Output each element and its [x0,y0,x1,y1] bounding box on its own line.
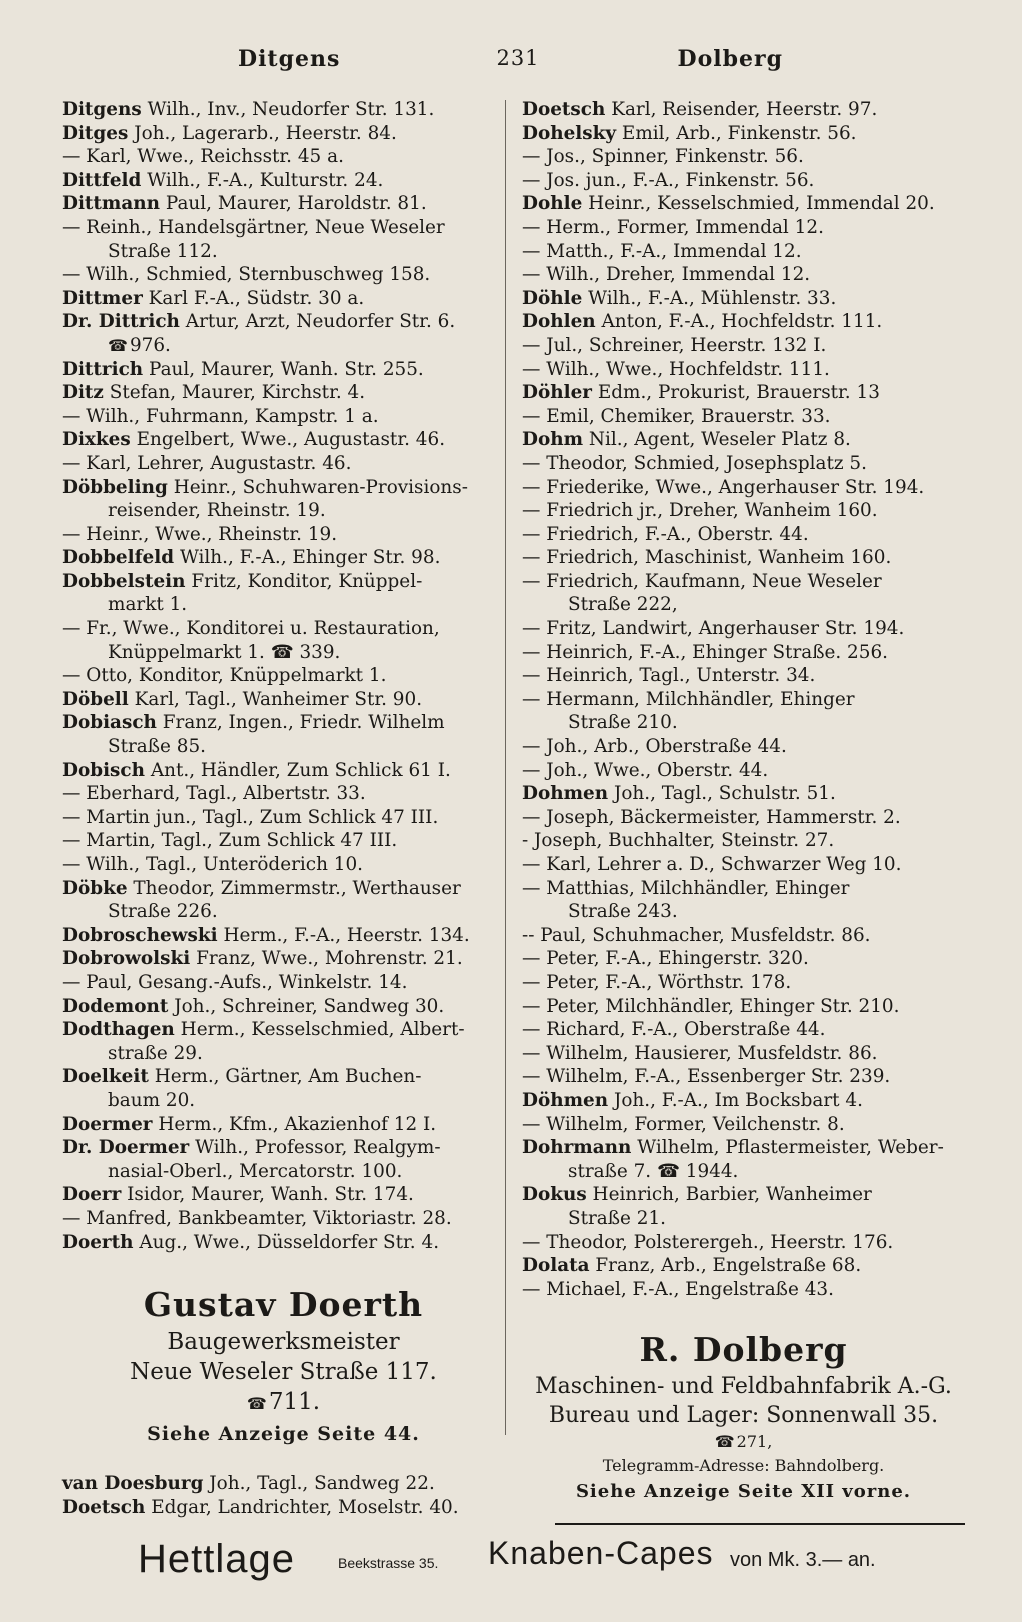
directory-entry [522,1160,965,1184]
directory-entry [62,263,507,287]
advertisement-doerth [62,1283,505,1449]
directory-entry [62,476,507,500]
entry-surname: Döhle [522,287,583,309]
ad-address: Neue Weseler Straße 117. [130,1359,437,1385]
directory-entry [522,287,965,311]
entry-details: markt 1. [108,594,188,616]
entry-details: — Theodor, Polsterergeh., Heerstr. 176. [522,1231,894,1253]
entry-details: — Peter, Milchhändler, Ehinger Str. 210. [522,995,900,1017]
directory-entry [522,877,965,901]
entry-details: Joh., Lagerarb., Heerstr. 84. [134,122,397,144]
header-first-entry: Ditgens [238,46,341,72]
directory-entry [62,1231,507,1255]
directory-entry [62,593,507,617]
entry-details: Theodor, Zimmermstr., Werthauser [133,877,461,899]
entry-details: Straße 112. [108,240,218,262]
entry-surname: Dobbelstein [62,570,186,592]
directory-entry [62,192,507,216]
entry-details: — Emil, Chemiker, Brauerstr. 33. [522,405,831,427]
directory-entry [522,240,965,264]
directory-entry [522,995,965,1019]
directory-entry [522,1113,965,1137]
entry-details: Heinrich, Barbier, Wanheimer [592,1184,872,1206]
entry-surname: Döbbeling [62,476,168,498]
entry-details: — Wilh., Schmied, Sternbuschweg 158. [62,264,431,286]
entry-details: Straße 243. [568,901,678,923]
directory-entry [522,806,965,830]
entry-details: — Peter, F.-A., Wörthstr. 178. [522,971,792,993]
page-number: 231 [496,46,540,70]
ad-company-name: Gustav Doerth [143,1285,424,1324]
directory-entry [62,122,507,146]
entry-details: — Matthias, Milchhändler, Ehinger [522,877,850,899]
entry-surname: Doermer [62,1113,153,1135]
directory-entry [62,664,507,688]
entry-details: Herm., F.-A., Heerstr. 134. [223,924,470,946]
entry-details: -- Paul, Schuhmacher, Musfeldstr. 86. [522,924,871,946]
entry-details: Karl, Reisender, Heerstr. 97. [611,99,878,120]
entry-details: — Jul., Schreiner, Heerstr. 132 I. [522,334,827,356]
entry-details: Isidor, Maurer, Wanh. Str. 174. [127,1184,414,1206]
entry-details: Engelbert, Wwe., Augustastr. 46. [136,429,446,451]
entry-surname: Doerth [62,1231,134,1253]
entry-details: — Richard, F.-A., Oberstraße 44. [522,1019,826,1041]
directory-entry [522,546,965,570]
entry-details: — Martin, Tagl., Zum Schlick 47 III. [62,830,398,852]
directory-entry [62,240,507,264]
directory-entry [62,711,507,735]
entry-details: — Heinr., Wwe., Rheinstr. 19. [62,523,338,545]
footer-brand: Hettlage [138,1537,295,1581]
entry-details: — Joh., Wwe., Oberstr. 44. [522,759,769,781]
entry-details: Knüppelmarkt 1. ☎ 339. [108,641,341,663]
directory-entry [522,476,965,500]
entry-details: Edm., Prokurist, Brauerstr. 13 [597,382,880,404]
entry-details: — Manfred, Bankbeamter, Viktoriastr. 28. [62,1207,452,1229]
directory-entry [62,169,507,193]
directory-entry [62,1018,507,1042]
entry-details: Aug., Wwe., Düsseldorfer Str. 4. [139,1231,440,1253]
directory-entry [522,1042,965,1066]
directory-entry [62,617,507,641]
directory-entry [62,829,507,853]
entry-surname: Dobisch [62,759,145,781]
left-column-tail [62,1472,507,1519]
directory-entry [522,310,965,334]
directory-entry [62,1496,507,1520]
entry-surname: Döbke [62,877,128,899]
entry-details: — Heinrich, F.-A., Ehinger Straße. 256. [522,641,889,663]
directory-entry [522,1089,965,1113]
entry-details: — Wilhelm, F.-A., Essenberger Str. 239. [522,1066,891,1088]
footer-address: Beekstrasse 35. [338,1555,439,1571]
directory-entry [62,546,507,570]
entry-details: Herm., Kfm., Akazienhof 12 I. [158,1113,437,1135]
directory-entry [522,405,965,429]
entry-surname: Doetsch [62,1496,146,1518]
entry-details: Wilh., Professor, Realgym- [195,1137,441,1159]
directory-entry [62,98,507,122]
directory-entry [522,688,965,712]
divider-rule [555,1523,965,1525]
entry-surname: Döbell [62,688,129,710]
ad-reference: Siehe Anzeige Seite XII vorne. [575,1481,912,1502]
entry-surname: Dittmer [62,287,143,309]
directory-entry [62,782,507,806]
directory-entry [522,617,965,641]
directory-entry [62,570,507,594]
directory-entry [62,688,507,712]
entry-details: — Eberhard, Tagl., Albertstr. 33. [62,783,366,805]
entry-surname: Dobroschewski [62,924,218,946]
entry-details: 976. [129,334,171,356]
entry-details: — Karl, Wwe., Reichsstr. 45 a. [62,146,344,168]
entry-details: — Wilh., Fuhrmann, Kampstr. 1 a. [62,405,379,427]
directory-entry [62,334,507,358]
ad-phone [522,1430,965,1454]
entry-details: Wilh., F.-A., Kulturstr. 24. [147,169,384,191]
directory-entry [62,1042,507,1066]
directory-entry [522,1254,965,1278]
directory-entry [522,711,965,735]
ad-profession: Baugewerksmeister [167,1329,400,1355]
entry-details: — Friedrich jr., Dreher, Wanheim 160. [522,500,878,522]
entry-details: — Karl, Lehrer, Augustastr. 46. [62,452,352,474]
entry-details: nasial-Oberl., Mercatorstr. 100. [108,1160,403,1182]
entry-details: — Heinrich, Tagl., Unterstr. 34. [522,665,816,687]
directory-entry [62,853,507,877]
entry-details: Straße 21. [568,1207,667,1229]
entry-details: baum 20. [108,1089,196,1111]
directory-entry [62,145,507,169]
entry-surname: Döhmen [522,1089,609,1111]
entry-surname: Dohm [522,429,584,451]
entry-details: Herm., Gärtner, Am Buchen- [154,1066,422,1088]
directory-entry [522,782,965,806]
directory-entry [62,405,507,429]
directory-entry [522,452,965,476]
entry-details: — Friedrich, F.-A., Oberstr. 44. [522,523,809,545]
directory-entry [62,1160,507,1184]
directory-entry [522,263,965,287]
directory-entry [522,523,965,547]
entry-surname: Dittmann [62,193,161,215]
directory-entry [522,169,965,193]
entry-surname: Doerr [62,1184,122,1206]
directory-entry [522,381,965,405]
directory-entry [62,452,507,476]
directory-entry [62,310,507,334]
directory-entry [62,1065,507,1089]
entry-surname: Ditgens [62,99,142,120]
telephone-icon: ☎ [108,335,126,355]
entry-surname: Dixkes [62,429,131,451]
entry-details: — Jos., Spinner, Finkenstr. 56. [522,146,804,168]
ad-telegram: Telegramm-Adresse: Bahndolberg. [602,1456,885,1475]
entry-details: Joh., Tagl., Sandweg 22. [209,1473,435,1494]
entry-details: Straße 222, [568,594,678,616]
directory-entry [62,947,507,971]
entry-details: — Friederike, Wwe., Angerhauser Str. 194. [522,476,925,498]
entry-surname: van Doesburg [62,1473,204,1494]
entry-details: Anton, F.-A., Hochfeldstr. 111. [601,311,883,333]
directory-entry [522,924,965,948]
directory-entry [62,381,507,405]
ad-phone-number: 271, [736,1432,773,1451]
left-column [62,98,507,1254]
directory-entry [522,853,965,877]
entry-details: Wilh., F.-A., Mühlenstr. 33. [588,287,837,309]
telephone-icon: ☎ [714,1432,733,1451]
entry-details: — Wilhelm, Former, Veilchenstr. 8. [522,1113,845,1135]
entry-details: Stefan, Maurer, Kirchstr. 4. [109,382,366,404]
entry-details: Fritz, Konditor, Knüppel- [191,570,423,592]
entry-details: — Friedrich, Kaufmann, Neue Weseler [522,570,882,592]
directory-entry [62,1113,507,1137]
directory-entry [522,570,965,594]
directory-entry [62,806,507,830]
directory-entry [62,971,507,995]
entry-details: Paul, Maurer, Haroldstr. 81. [165,193,427,215]
directory-entry [522,735,965,759]
entry-details: — Wilh., Wwe., Hochfeldstr. 111. [522,358,830,380]
directory-entry [62,759,507,783]
directory-entry [62,1136,507,1160]
entry-surname: Dobiasch [62,712,157,734]
entry-surname: Ditz [62,382,104,404]
entry-details: Ant., Händler, Zum Schlick 61 I. [150,759,451,781]
entry-surname: Dr. Doermer [62,1137,190,1159]
header-last-entry: Dolberg [677,46,783,72]
entry-details: Joh., F.-A., Im Bocksbart 4. [613,1089,863,1111]
entry-surname: Doetsch [522,99,606,120]
directory-entry [522,1183,965,1207]
directory-entry [522,98,965,122]
ad-phone [62,1387,505,1419]
directory-entry [522,971,965,995]
directory-entry [62,428,507,452]
directory-entry [62,287,507,311]
entry-surname: Dodthagen [62,1019,175,1041]
ad-phone-number: 711. [268,1389,321,1415]
entry-details: Franz, Wwe., Mohrenstr. 21. [196,948,463,970]
ad-reference: Siehe Anzeige Seite 44. [147,1423,420,1445]
entry-surname: Ditges [62,122,129,144]
entry-surname: Dodemont [62,995,169,1017]
telephone-icon: ☎ [246,1394,265,1413]
entry-surname: Dr. Dittrich [62,311,180,333]
entry-surname: Doelkeit [62,1066,149,1088]
entry-details: Wilhelm, Pflastermeister, Weber- [637,1137,944,1159]
page-header [58,46,963,86]
entry-details: Straße 85. [108,736,207,758]
directory-entry [522,900,965,924]
advertisement-dolberg [522,1328,965,1506]
entry-details: Herm., Kesselschmied, Albert- [180,1019,465,1041]
entry-details: Wilh., F.-A., Ehinger Str. 98. [179,547,441,569]
entry-details: Edgar, Landrichter, Moselstr. 40. [151,1496,459,1518]
entry-details: Joh., Schreiner, Sandweg 30. [174,995,445,1017]
entry-surname: Dohmen [522,783,609,805]
entry-details: Karl, Tagl., Wanheimer Str. 90. [134,688,423,710]
entry-details: — Jos. jun., F.-A., Finkenstr. 56. [522,169,815,191]
directory-entry [62,735,507,759]
directory-entry [522,1207,965,1231]
footer-advertisement [138,1533,958,1593]
entry-details: reisender, Rheinstr. 19. [108,500,326,522]
ad-business: Maschinen- und Feldbahnfabrik A.-G. [535,1374,952,1399]
entry-details: — Wilhelm, Hausierer, Musfeldstr. 86. [522,1042,878,1064]
entry-details: Heinr., Kesselschmied, Immendal 20. [588,193,935,215]
directory-entry [62,995,507,1019]
directory-entry [522,122,965,146]
entry-details: — Otto, Konditor, Knüppelmarkt 1. [62,665,387,687]
entry-details: — Wilh., Dreher, Immendal 12. [522,264,811,286]
directory-entry [522,829,965,853]
directory-entry [522,641,965,665]
entry-details: — Theodor, Schmied, Josephsplatz 5. [522,452,867,474]
entry-details: — Reinh., Handelsgärtner, Neue Weseler [62,216,445,238]
entry-details: — Martin jun., Tagl., Zum Schlick 47 III. [62,806,439,828]
entry-details: Paul, Maurer, Wanh. Str. 255. [149,358,424,380]
entry-details: — Wilh., Tagl., Unteröderich 10. [62,854,364,875]
ad-company-name: R. Dolberg [639,1330,848,1369]
entry-details: — Friedrich, Maschinist, Wanheim 160. [522,547,892,569]
entry-details: — Peter, F.-A., Ehingerstr. 320. [522,948,809,970]
footer-product: Knaben-Capes [488,1535,714,1571]
entry-details: — Joseph, Bäckermeister, Hammerstr. 2. [522,806,901,828]
entry-details: - Joseph, Buchhalter, Steinstr. 27. [522,830,835,852]
entry-surname: Dohelsky [522,122,617,144]
directory-entry [522,145,965,169]
directory-entry [62,900,507,924]
directory-entry [62,641,507,665]
entry-surname: Dohlen [522,311,596,333]
directory-entry [62,1472,507,1496]
directory-entry [62,1183,507,1207]
directory-entry [522,1018,965,1042]
entry-details: Franz, Arb., Engelstraße 68. [595,1255,862,1277]
entry-details: — Fr., Wwe., Konditorei u. Restauration, [62,618,440,640]
directory-entry [62,1089,507,1113]
entry-details: straße 7. ☎ 1944. [568,1160,739,1182]
entry-details: — Hermann, Milchhändler, Ehinger [522,688,855,710]
entry-details: Emil, Arb., Finkenstr. 56. [621,122,857,144]
directory-entry [522,358,965,382]
entry-surname: Dohrmann [522,1137,632,1159]
entry-surname: Dohle [522,193,583,215]
entry-details: Straße 226. [108,901,218,923]
entry-details: Wilh., Inv., Neudorfer Str. 131. [147,99,435,120]
entry-details: Karl F.-A., Südstr. 30 a. [148,287,365,309]
directory-entry [522,1136,965,1160]
directory-entry [62,877,507,901]
entry-details: — Herm., Former, Immendal 12. [522,216,824,238]
entry-surname: Dittrich [62,358,144,380]
directory-entry [522,1065,965,1089]
directory-entry [522,593,965,617]
entry-details: Artur, Arzt, Neudorfer Str. 6. [185,311,456,333]
column-divider [505,100,506,1435]
directory-entry [62,924,507,948]
directory-entry [62,216,507,240]
right-column [522,98,965,1301]
footer-price: von Mk. 3.— an. [730,1549,876,1571]
entry-surname: Dokus [522,1184,587,1206]
entry-surname: Dobrowolski [62,948,191,970]
entry-details: — Matth., F.-A., Immendal 12. [522,240,802,262]
directory-entry [522,1278,965,1302]
entry-details: Nil., Agent, Weseler Platz 8. [588,429,851,451]
entry-surname: Döhler [522,382,592,404]
directory-entry [522,499,965,523]
directory-entry [62,358,507,382]
entry-details: straße 29. [108,1042,203,1064]
entry-details: — Michael, F.-A., Engelstraße 43. [522,1278,834,1300]
directory-entry [522,947,965,971]
entry-details: — Karl, Lehrer a. D., Schwarzer Weg 10. [522,854,902,875]
entry-surname: Dolata [522,1255,590,1277]
entry-surname: Dittfeld [62,169,142,191]
directory-entry [522,334,965,358]
entry-details: Franz, Ingen., Friedr. Wilhelm [162,712,445,734]
entry-surname: Dobbelfeld [62,547,175,569]
directory-entry [62,523,507,547]
directory-entry [522,216,965,240]
directory-entry [522,428,965,452]
entry-details: — Paul, Gesang.-Aufs., Winkelstr. 14. [62,971,408,993]
directory-entry [62,1207,507,1231]
directory-entry [522,1231,965,1255]
ad-address: Bureau und Lager: Sonnenwall 35. [548,1403,939,1428]
entry-details: Joh., Tagl., Schulstr. 51. [613,783,836,805]
entry-details: — Joh., Arb., Oberstraße 44. [522,736,787,758]
directory-entry [522,192,965,216]
entry-details: — Fritz, Landwirt, Angerhauser Str. 194. [522,618,905,640]
directory-entry [522,759,965,783]
entry-details: Heinr., Schuhwaren-Provisions- [173,476,468,498]
directory-entry [522,664,965,688]
entry-details: Straße 210. [568,712,678,734]
directory-entry [62,499,507,523]
